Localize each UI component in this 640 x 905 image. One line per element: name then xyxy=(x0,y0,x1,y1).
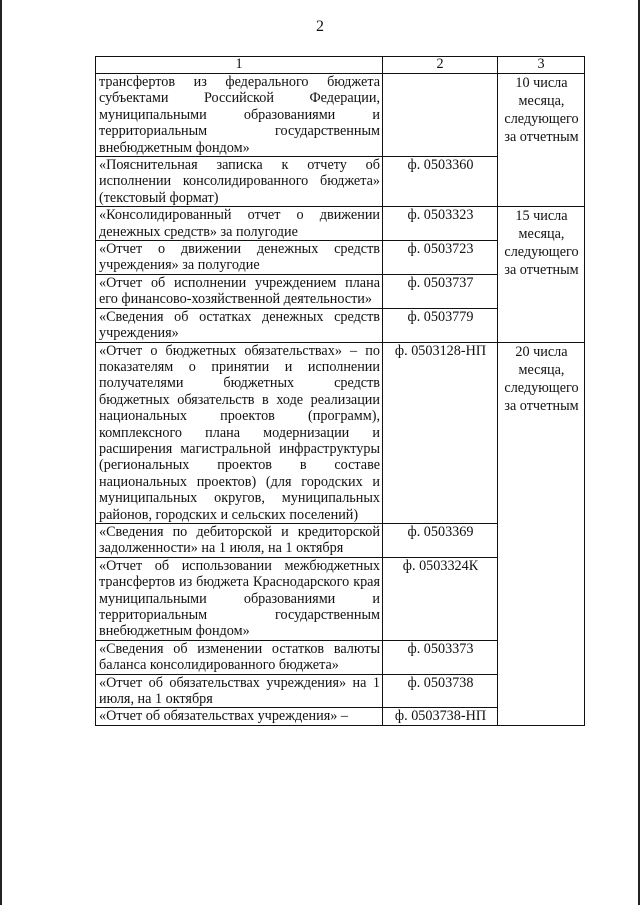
table-header-row xyxy=(96,57,585,74)
report-description: «Консолидированный отчет о движении денежных средств» за полугодие xyxy=(96,207,383,241)
form-code: ф. 0503738-НП xyxy=(383,708,498,725)
page-number: 2 xyxy=(316,18,324,35)
form-code: ф. 0503324К xyxy=(383,557,498,640)
form-code: ф. 0503128-НП xyxy=(383,342,498,523)
report-description: «Сведения об изменении остатков валюты баланса консолидированного бюджета» xyxy=(96,640,383,674)
report-description: «Отчет об использовании межбюджетных трансфертов из бюджета Краснодарского края муниципальными образованиями и территориальным государственным внебюджетным фондом» xyxy=(96,557,383,640)
form-code: ф. 0503360 xyxy=(383,157,498,207)
submission-deadline: 15 числа месяца, следующего за отчетным xyxy=(498,207,585,342)
column-header-1: 1 xyxy=(96,57,383,74)
submission-deadline: 10 числа месяца, следующего за отчетным xyxy=(498,74,585,207)
table-row xyxy=(96,74,585,157)
table-row xyxy=(96,207,585,241)
form-code: ф. 0503779 xyxy=(383,308,498,342)
form-code: ф. 0503373 xyxy=(383,640,498,674)
column-header-3: 3 xyxy=(498,57,585,74)
table-row xyxy=(96,342,585,523)
report-description: «Отчет о движении денежных средств учреждения» за полугодие xyxy=(96,241,383,275)
form-code: ф. 0503737 xyxy=(383,274,498,308)
form-code xyxy=(383,74,498,157)
column-header-2: 2 xyxy=(383,57,498,74)
report-description: трансфертов из федерального бюджета субъектами Российской Федерации, муниципальными образованиями и территориальным государственным внебюджетным фондом» xyxy=(96,74,383,157)
report-description: «Отчет об обязательствах учреждения» на 1 июля, на 1 октября xyxy=(96,674,383,708)
report-description: «Сведения по дебиторской и кредиторской задолженности» на 1 июля, на 1 октября xyxy=(96,523,383,557)
report-description: «Пояснительная записка к отчету об исполнении консолидированного бюджета» (текстовый формат) xyxy=(96,157,383,207)
submission-deadline: 20 числа месяца, следующего за отчетным xyxy=(498,342,585,725)
report-description: «Отчет об исполнении учреждением плана его финансово-хозяйственной деятельности» xyxy=(96,274,383,308)
reporting-forms-table xyxy=(95,56,585,726)
form-code: ф. 0503723 xyxy=(383,241,498,275)
form-code: ф. 0503323 xyxy=(383,207,498,241)
form-code: ф. 0503738 xyxy=(383,674,498,708)
scan-left-border xyxy=(0,0,2,905)
report-description: «Отчет о бюджетных обязательствах» – по показателям о принятии и исполнении получателями бюджетных средств бюджетных обязательств в ходе реализации национальных проектов (программ), комплексного плана модернизации и расширения магистральной инфраструктуры (региональных проектов в составе национальных проектов) (для городских и муниципальных округов, муниципальных районов, городских и сельских поселений) xyxy=(96,342,383,523)
report-description: «Отчет об обязательствах учреждения» – xyxy=(96,708,383,725)
form-code: ф. 0503369 xyxy=(383,523,498,557)
report-description: «Сведения об остатках денежных средств учреждения» xyxy=(96,308,383,342)
